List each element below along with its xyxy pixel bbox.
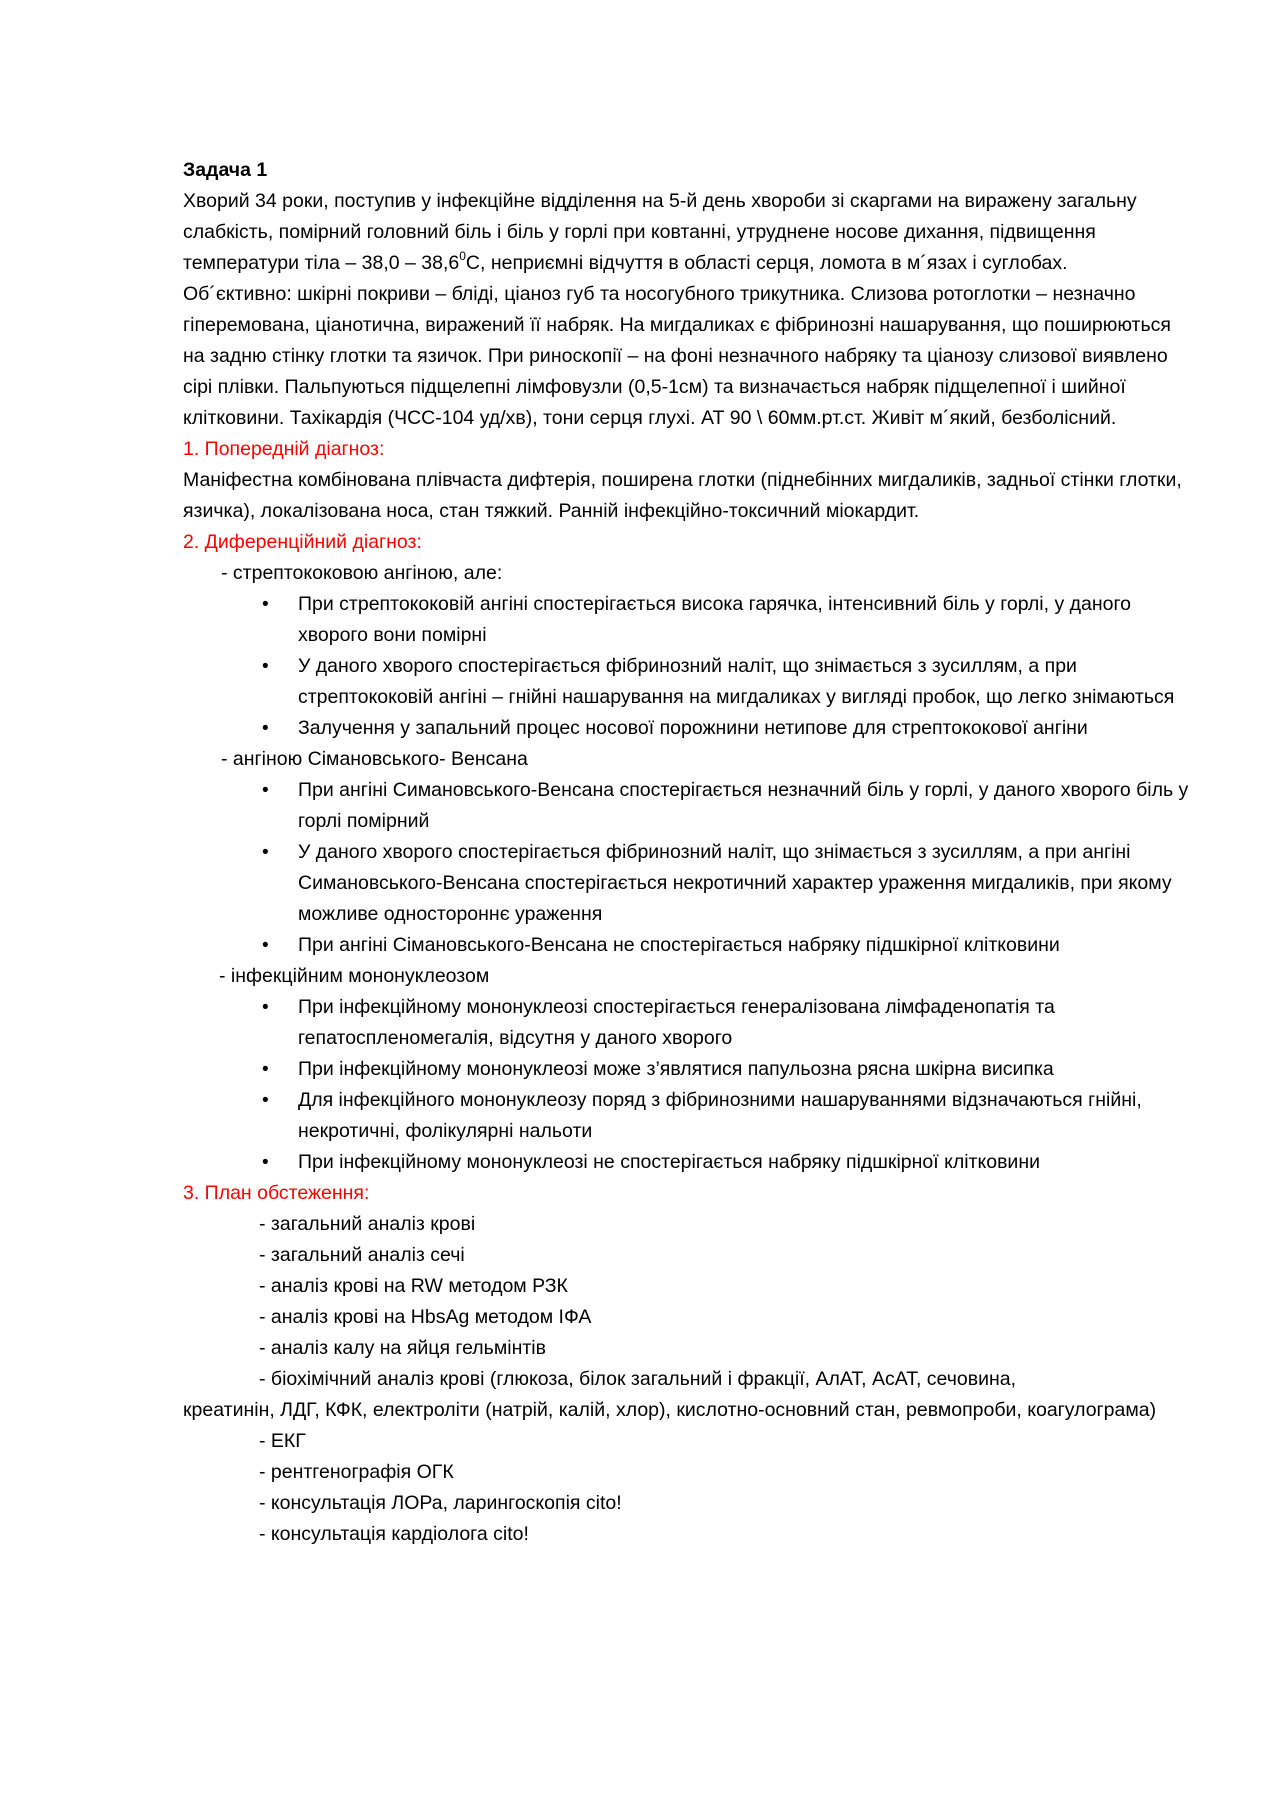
list-item: • При стрептококовій ангіні спостерігається висока гарячка, інтенсивний біль у горлі, у даного хворого вони помірні bbox=[298, 589, 1193, 651]
bullet-icon: • bbox=[262, 718, 269, 739]
plan-item: - ЕКГ bbox=[259, 1430, 306, 1452]
plan-item: - консультація ЛОРа, ларингоскопія cito! bbox=[259, 1492, 622, 1514]
task-title: Задача 1 bbox=[183, 159, 268, 181]
bullet-icon: • bbox=[262, 594, 269, 615]
diagnosis-text: Маніфестна комбінована плівчаста дифтерія, поширена глотки (піднебінних мигдаликів, задньої стінки глотки, язичка), локалізована носа, стан тяжкий. Ранній інфекційно-токсичний міокардит. bbox=[183, 469, 1182, 522]
list-item: • У даного хворого спостерігається фібринозний наліт, що знімається з зусиллям, а при ангіні Симановського-Венсана спостерігається некротичний характер ураження мигдаликів, при якому можливе одностороннє ураження bbox=[298, 837, 1193, 930]
differential-list bbox=[183, 992, 1193, 1178]
list-item: • При інфекційному мононуклеозі може з’являтися папульозна рясна шкірна висипка bbox=[298, 1054, 1193, 1085]
list-item: • У даного хворого спостерігається фібринозний наліт, що знімається з зусиллям, а при стрептококовій ангіні – гнійні нашарування на мигдаликах у вигляді пробок, що легко знімаються bbox=[298, 651, 1193, 713]
objective-paragraph: Об´єктивно: шкірні покриви – бліді, ціаноз губ та носогубного трикутника. Слизова ротоглотки – незначно гіперемована, ціанотична, виражений її набряк. На мигдаликах є фібринозні нашарування, що поширюються на задню стінку глотки та язичок. При риноскопії – на фоні незначного набряку та ціанозу слизової виявлено сірі плівки. Пальпуються підщелепні лімфовузли (0,5-1см) та визначається набряк підщелепної і шийної клітковини. Тахікардія (ЧСС-104 уд/хв), тони серця глухі. АТ 90 \ 60мм.рт.ст. Живіт м´який, безболісний. bbox=[183, 283, 1171, 429]
bullet-icon: • bbox=[262, 1152, 269, 1173]
list-item: • При інфекційному мононуклеозі не спостерігається набряку підшкірної клітковини bbox=[298, 1147, 1193, 1178]
list-item: • Залучення у запальний процес носової порожнини нетипове для стрептококової ангіни bbox=[298, 713, 1193, 744]
plan-heading: 3. План обстеження: bbox=[183, 1182, 370, 1204]
list-item: • При ангіні Сімановського-Венсана не спостерігається набряку підшкірної клітковини bbox=[298, 930, 1193, 961]
bullet-icon: • bbox=[262, 935, 269, 956]
complaints-text-2: С, неприємні відчуття в області серця, ломота в м´язах і суглобах. bbox=[465, 252, 1068, 274]
bullet-icon: • bbox=[262, 1059, 269, 1080]
degree-superscript: 0 bbox=[459, 248, 466, 263]
plan-item: - консультація кардіолога cito! bbox=[259, 1523, 529, 1545]
bullet-icon: • bbox=[262, 997, 269, 1018]
bullet-icon: • bbox=[262, 1090, 269, 1111]
differential-list bbox=[183, 589, 1193, 744]
plan-item: - загальний аналіз крові bbox=[259, 1213, 476, 1235]
document-page bbox=[183, 155, 1193, 1550]
bullet-icon: • bbox=[262, 780, 269, 801]
differential-list bbox=[183, 775, 1193, 961]
bullet-icon: • bbox=[262, 842, 269, 863]
plan-item: - загальний аналіз сечі bbox=[259, 1244, 465, 1266]
plan-item-biochem: - біохімічний аналіз крові (глюкоза, білок загальний і фракції, АлАТ, АсАТ, сечовина, bbox=[259, 1368, 1017, 1390]
differential-group-label: - інфекційним мононуклеозом bbox=[219, 965, 490, 987]
plan-item: - аналіз крові на HbsAg методом ІФА bbox=[259, 1306, 592, 1328]
plan-item: - рентгенографія ОГК bbox=[259, 1461, 454, 1483]
plan-item: - аналіз крові на RW методом РЗК bbox=[259, 1275, 568, 1297]
bullet-icon: • bbox=[262, 656, 269, 677]
list-item: • При інфекційному мононуклеозі спостерігається генералізована лімфаденопатія та гепатоспленомегалія, відсутня у даного хворого bbox=[298, 992, 1193, 1054]
diagnosis-heading: 1. Попередній діагноз: bbox=[183, 438, 385, 460]
complaints-text-1: Хворий 34 роки, поступив у інфекційне відділення на 5-й день хвороби зі скаргами на виражену загальну слабкість, помірний головний біль і біль у горлі при ковтанні, утруднене носове дихання, підвищення температури тіла – 38,0 – 38,6 bbox=[183, 190, 1137, 274]
differential-heading: 2. Диференційний діагноз: bbox=[183, 531, 422, 553]
differential-group-label: - стрептококовою ангіною, але: bbox=[221, 562, 503, 584]
plan-item: - аналіз калу на яйця гельмінтів bbox=[259, 1337, 546, 1359]
differential-group-label: - ангіною Сімановського- Венсана bbox=[221, 748, 528, 770]
plan-item-biochem-continued: креатинін, ЛДГ, КФК, електроліти (натрій, калій, хлор), кислотно-основний стан, ревмопроби, коагулограма) bbox=[183, 1399, 1157, 1421]
complaints-paragraph bbox=[183, 186, 1193, 279]
list-item: • При ангіні Симановського-Венсана спостерігається незначний біль у горлі, у даного хворого біль у горлі помірний bbox=[298, 775, 1193, 837]
list-item: • Для інфекційного мононуклеозу поряд з фібринозними нашаруваннями відзначаються гнійні, некротичні, фолікулярні нальоти bbox=[298, 1085, 1193, 1147]
